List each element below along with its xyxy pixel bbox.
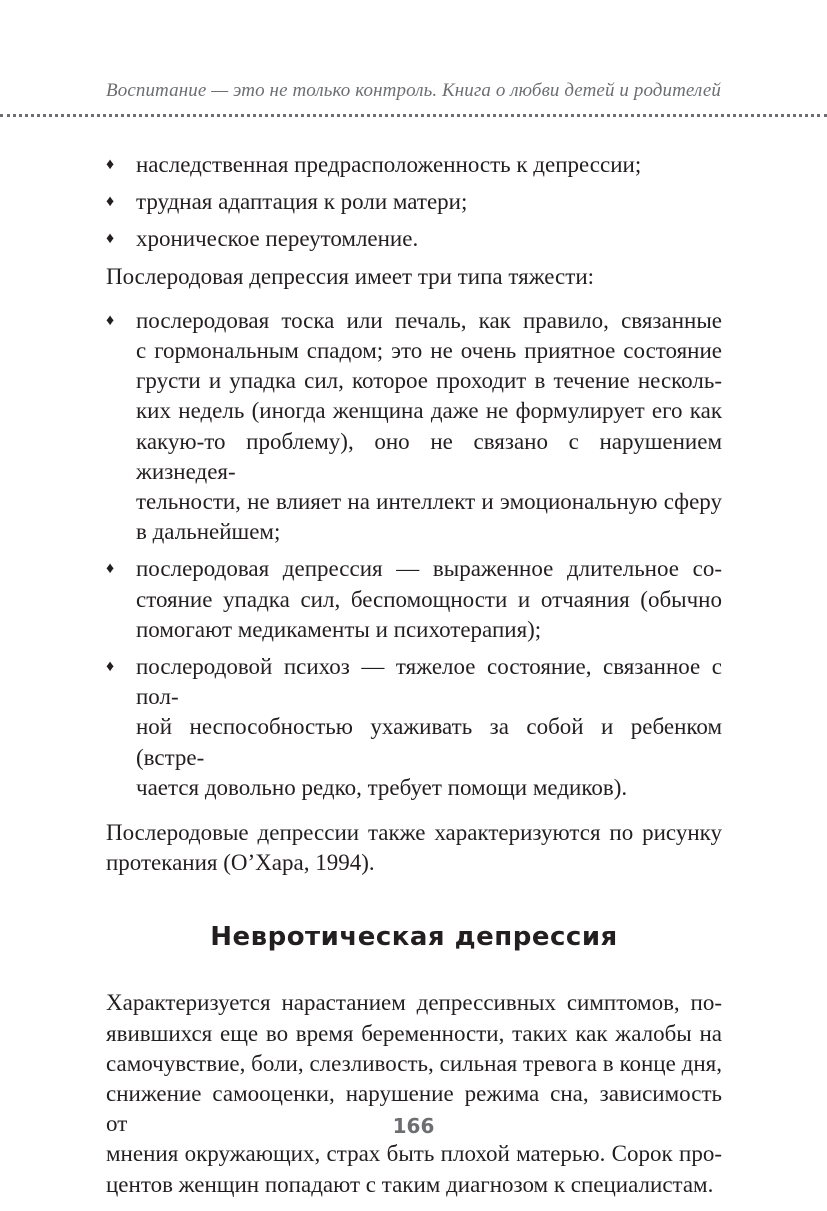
text-line: ких недель (иногда женщина даже не формулирует его как [136, 398, 722, 424]
text-line: тельности, не влияет на интеллект и эмоциональную сферу [136, 489, 722, 515]
running-header: Воспитание — это не только контроль. Книга о любви детей и родителей [106, 80, 721, 101]
section-heading: Невротическая депрессия [210, 922, 618, 953]
page-body [106, 150, 722, 1200]
text-line: грусти и упадка сил, которое проходит в течение несколь- [136, 368, 722, 394]
text-line: снижение самооценки, нарушение режима сна, зависимость от [106, 1081, 722, 1137]
diamond-bullet-icon: ♦ [106, 156, 115, 173]
text-line: хроническое переутомление. [136, 226, 419, 252]
paragraph-course-pattern [106, 818, 722, 878]
text-line: послеродовой психоз — тяжелое состояние, связанное с пол- [136, 654, 722, 710]
text-line: самочувствие, боли, слезливость, сильная тревога в конце дня, [106, 1050, 722, 1076]
text-line: в дальнейшем; [136, 519, 281, 545]
text-line: стояние упадка сил, беспомощности и отчаяния (обычно [136, 586, 722, 612]
text-line: центов женщин попадают с таким диагнозом к специалистам. [106, 1171, 714, 1197]
list-item [106, 554, 722, 645]
risk-factors-list [106, 150, 722, 255]
diamond-bullet-icon: ♦ [106, 560, 115, 578]
text-line: Послеродовые депрессии также характеризуются по рисунку [106, 820, 722, 846]
text-line: послеродовая депрессия — выраженное длительное со- [136, 556, 722, 582]
text-line: мнения окружающих, страх быть плохой матерью. Сорок про- [106, 1141, 722, 1167]
text-line: Послеродовая депрессия имеет три типа тяжести: [106, 263, 595, 289]
text-line: чается довольно редко, требует помощи медиков). [136, 774, 628, 800]
header-dotted-rule [0, 114, 827, 117]
text-line: Характеризуется нарастанием депрессивных симптомов, по- [106, 990, 722, 1016]
diamond-bullet-icon: ♦ [106, 311, 115, 329]
list-item [106, 150, 722, 180]
text-line: наследственная предрасположенность к депрессии; [136, 152, 642, 177]
diamond-bullet-icon: ♦ [106, 230, 115, 248]
text-line: послеродовая тоска или печаль, как правило, связанные [136, 307, 722, 333]
text-line: явившихся еще во время беременности, таких как жалобы на [106, 1020, 722, 1046]
list-item [106, 224, 722, 254]
text-line: с гормональным спадом; это не очень приятное состояние [136, 338, 722, 364]
list-item [106, 306, 722, 548]
list-item [106, 652, 722, 803]
severity-types-list [106, 306, 722, 803]
diamond-bullet-icon: ♦ [106, 193, 115, 211]
paragraph-neurotic-depression [106, 988, 722, 1199]
text-line: ной неспособностью ухаживать за собой и ребенком (встре- [136, 714, 722, 770]
text-line: помогают медикаменты и психотерапия); [136, 616, 542, 642]
paragraph-severity-intro [106, 262, 722, 292]
list-item [106, 187, 722, 217]
text-line: протекания (О’Хара, 1994). [106, 850, 375, 876]
diamond-bullet-icon: ♦ [106, 658, 115, 676]
text-line: трудная адаптация к роли матери; [136, 189, 468, 215]
page-number: 166 [392, 1114, 435, 1138]
text-line: какую-то проблему), оно не связано с нарушением жизнедея- [136, 428, 722, 484]
